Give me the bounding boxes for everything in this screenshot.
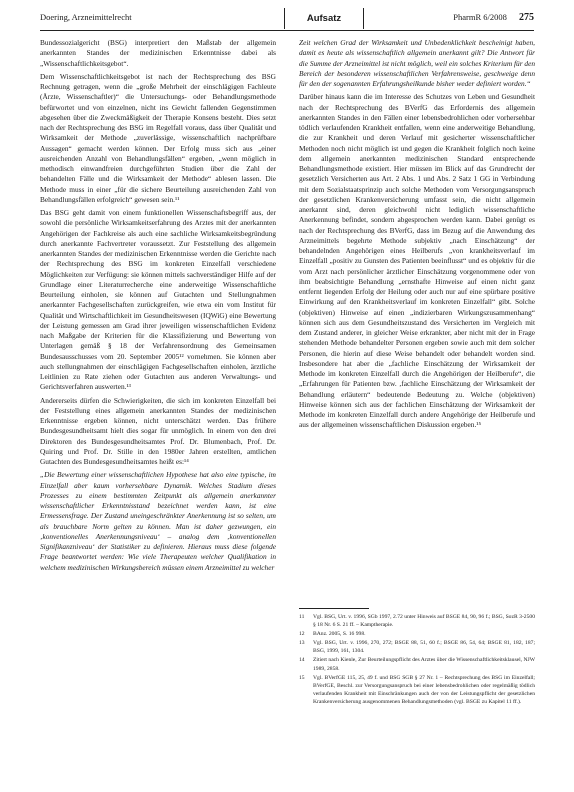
footnote-number: 12 <box>299 631 305 638</box>
footnote <box>299 630 535 638</box>
footnote <box>299 639 535 655</box>
page-number: 275 <box>519 12 534 23</box>
footnotes <box>299 608 535 707</box>
paragraph: Dem Wissenschaftlichkeitsgebot ist nach der Rechtsprechung des BSG Rechnung getragen, wenn die „große Mehrheit der einschlägigen Fachleute (Ärzte, Wissenschaftler)“ die Untersuchungs- oder Behandlungsmethode befürwortet und von einzelnen, nicht ins Gewicht fallenden Gegenstimmen abgesehen über die Zweckmäßigkeit der Therapie Konsens besteht. Dies setzt nach der Rechtsprechung des BSG im Regelfall voraus, dass über Qualität und Wirksamkeit der Methode „zuverlässige, wissenschaftlich nachprüfbare Aussagen“ gemacht werden können. Der Erfolg muss sich aus „einer ausreichenden Anzahl von Behandlungsfällen“ ergeben, „wenn möglich in methodisch einwandfreien durchgeführten Studien über die Zahl der behandelten Fälle und die Wirksamkeit der Methode“ ablesen lassen. Die Methode muss in einer „für die sichere Beurteilung ausreichenden Zahl von Behandlungsfällen erfolgreich“ gewesen sein.¹¹ <box>40 71 276 204</box>
paragraph: Das BSG geht damit von einem funktionellen Wissenschaftsbegriff aus, der sowohl die persönliche Wirksamkeitserfahrung des Arztes mit der anerkannten Angehörigen der Fachkreise als auch eine sachliche Wirksamkeitsbegründung durch anerkannte Fachvertreter voraussetzt. Zur Feststellung des allgemein anerkannten Standes der medizinischen Erkenntnisse werden die Gerichte nach der Rechtsprechung des BSG im konkreten Einzelfall verschiedene Möglichkeiten zur Verfügung: sie können mittels sachverständiger Hilfe auf der Grundlage einer Literaturrecherche eine anderweitige Wissenschaftliche Beurteilung einholen, sie können auf Gutachten und Stellungnahmen anerkannter Fachgesellschaften zurückgreifen, wie etwa ein vom Institut für Qualität und Wirtschaftlichkeit im Gesundheitswesen (IQWiG) eine Bewertung der Leistung gemessen am Grad ihrer jeweiligen wissenschaftlichen Evidenz nach Maßgabe der Kriterien für die Klassifizierung und Bewertung von Unterlagen gemäß § 18 der Verfahrensordnung des Gemeinsamen Bundesausschusses vom 20. September 2005¹² vornehmen. Sie können aber auch stellungnahmen der einschlägigen Fachgesellschaften einholen, ärztliche Leitlinien zu Rate ziehen oder Gutachten aus anderen Verwaltungs- und Gerichtsverfahren auswerten.¹³ <box>40 208 276 392</box>
footnote <box>299 613 535 629</box>
quoted-paragraph: „Die Bewertung einer wissenschaftlichen Hypothese hat also eine typische, im Einzelfall aber kaum vorhersehbare Dynamik. Welches Stadium dieses Prozesses zu einem bestimmten Zeitpunkt als allgemein anerkannter wissenschaftlicher Erkenntnisstand bezeichnet werden kann, ist eine Ermessensfrage. Der Zustand uneingeschränkter Anerkennung ist so selten, um als brauchbare Norm gelten zu können. Man ist daher gezwungen, ein ‚konventionelles Anerkennungsniveau‘ – analog dem ‚konventionellen Signifikanzniveau‘ der Statistiker zu definieren. Hieraus muss diese folgende Frage beantwortet werden: Wie viele Therapeuten welcher Qualifikation in welchem medizinischen Wirkungsbereich müssen einem Arzneimittel zu welcher <box>40 470 276 572</box>
footnote <box>299 656 535 672</box>
header-section: Aufsatz <box>284 8 364 29</box>
page-header <box>40 8 534 31</box>
footnote-number: 14 <box>299 657 305 664</box>
right-column <box>299 38 535 434</box>
footnote-number: 15 <box>299 674 305 681</box>
paragraph: Bundessozialgericht (BSG) interpretiert den Maßstab der allgemein anerkannten Standes der medizinischen Erkenntnisse dabei als „Wissenschaftlichkeitsgebot“. <box>40 38 276 68</box>
left-column <box>40 38 276 576</box>
footnote-number: 13 <box>299 640 305 647</box>
footnote <box>299 674 535 706</box>
footnote-text: Vgl. BSG, Urt. v. 1996, SGb 1997, 2.72 unter Hinweis auf BSGE 84, 90, 96 f.; BSG, SozR 3-2500 § 18 Nr. 6 S. 21 ff. – Kamptherapie. <box>313 614 535 629</box>
footnote-number: 11 <box>299 614 305 620</box>
quoted-paragraph: Zeit welchen Grad der Wirksamkeit und Unbedenklichkeit bescheinigt haben, damit es heute als wissenschaftlich allgemein anerkannt gilt? Die Antwort für die Summe der Arzneimittel ist nicht möglich, weil ein solches Kriterium für den Bereich der besonderen wissenschaftlichen Verfahrensweise, geschweige denn für den der sogenannten Erfahrungsheilkunde bisher weder definiert worden.“ <box>299 38 535 88</box>
footnote-text: Zitiert nach Kienle, Zur Beurteilungspflicht des Arztes über die Wissenschaftlichkeitsklausel, NJW 1989, 2858. <box>313 657 535 672</box>
header-author: Doering, Arzneimittelrecht <box>40 12 132 22</box>
header-right <box>453 12 534 23</box>
paragraph: Andererseits dürfen die Schwierigkeiten, die sich im konkreten Einzelfall bei der Feststellung eines allgemein anerkannten Standes der medizinischen Erkenntnisse ergeben können, nicht unterschätzt werden. Das frühere Bundesgesundheitsamt hielt dies sogar für unmöglich. In einem von den drei Direktoren des Bundesgesundheitsamtes Prof. Dr. Blumenbach, Prof. Dr. Quiring und Prof. Dr. Stille in den 1980er Jahren erstellten, amtlichen Gutachten des Bundesgesundheitsamtes heißt es:¹⁴ <box>40 395 276 466</box>
footnote-divider <box>299 608 369 609</box>
footnote-text: Vgl. BVerfGE 115, 25, 49 f. und BSG SGB § 27 Nr. 1 – Rechtsprechung des BSG im Einzelfall; BVerfGE, Beschl. zur Versorgungsanspruch bei einer lebensbedrohlichen oder regelmäßig tödlich verlaufenden Krankheit mit Einschränkungen auch der von der Leistungspflicht der gesetzlichen Krankenversicherung ausgenommenen Behandlungsmethoden (vgl. BSGE zu Kapitel 11 ff.). <box>313 674 535 705</box>
paragraph: Darüber hinaus kann die im Interesse des Schutzes von Leben und Gesundheit nach der Rechtsprechung des BVerfG das Erfordernis des allgemein anerkannten Standes in den Fällen einer lebensbedrohlichen oder vorhersehbar tödlich verlaufenden Krankheit entfallen, wenn eine anderweitige Behandlung, die zur Krankheit und deren Verlauf mit gesicherter wissenschaftlicher Methoden noch nicht möglich ist und gegen die Krankheit folglich noch keine dem allgemein anerkannten medizinischen Standard entsprechende Behandlungsmethode existiert. Hier müssen im Blick auf das Grundrecht der gesetzlich Versicherten aus Art. 2 Abs. 1 und Abs. 2 Satz 1 GG in Verbindung mit dem Sozialstaatsprinzip auch solche Methoden vom Versorgungsanspruch der gesetzlichen Krankenversicherung umfasst sein, die nicht allgemein anerkannt sind, deren gleichwohl nicht lediglich wissenschaftliche Anerkennung befindet, sondern abgesprochen werden kann. Dabei genügt es nach der Rechtsprechung des BVerfG, dass im Bezug auf die Anwendung des Arzneimittels begehrte Methode subjektiv „nach Einschätzung“ der behandelnden Angehörigen eines Heilberufs „von krankheitsverlauf im Einzelfall „positiv zu Gunsten des Patienten beeinflusst“ und es objektiv für die vom Arzt nach persönlicher ärztlicher Einschätzung vorgenommene oder von ihm beabsichtigte Behandlung „ernsthafte Hinweise auf einen nicht ganz entfernt liegenden Erfolg der Heilung oder auch nur auf eine spürbare positive Einwirkung auf den Krankheitsverlauf im konkreten Einzelfall“ gibt. Solche (objektiven) Hinweise auf einen „indizierbaren Wirkungszusammenhang“ können sich aus dem Gesundheitszustand des Versicherten im Vergleich mit dem Zustand anderer, in gleicher Weise erkrankter, aber nicht mit der in Frage stehenden Methode behandelter Personen ergeben sowie auch mit dem solcher Personen, die hierin auf diese Weise behandelt oder behandelt worden sind. Insbesondere hat aber die „fachliche Einschätzung der Wirksamkeit der Methode im konkreten Einzelfall durch die Angehörigen der Heilberufe“, die „Erfahrungen für Patienten bzw. ,fachliche Einschätzung der Wirksamkeit der Behandlung erläutern“ bedeutende Bedeutung zu. Welche (objektiven) Hinweise können sich aus der fachlichen Einschätzung der Wirksamkeit der Methode im konkreten Einzelfall durch andere Angehörige der Heilberufe und aus der allgemeinen wissenschaftlichen Diskussion ergeben.¹⁵ <box>299 92 535 430</box>
footnote-text: BAnz. 2005, S. 16 998. <box>313 631 366 638</box>
header-journal: PharmR 6/2008 <box>453 12 507 22</box>
footnote-text: Vgl. BSG, Urt. v. 1996, 270, 272; BSGE 88, 51, 60 f.; BSGE 86, 54, 64; BSGE 81, 182, 187; BSG, 1999, 161, 1304. <box>313 640 535 655</box>
